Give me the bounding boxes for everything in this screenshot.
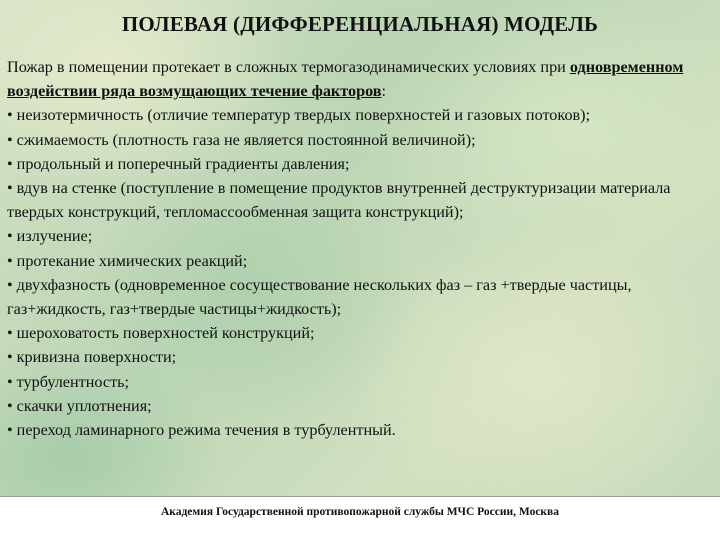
list-item-text: шероховатость поверхностей конструкций;: [16, 324, 315, 343]
intro-paragraph: [7, 55, 714, 103]
list-item: [7, 176, 714, 224]
bullet-icon: •: [7, 179, 13, 198]
bullet-icon: •: [7, 106, 13, 125]
list-item-text: турбулентность;: [16, 372, 130, 391]
list-item: [7, 394, 714, 418]
list-item: [7, 249, 714, 273]
list-item: [7, 273, 714, 321]
list-item: [7, 418, 714, 442]
bullet-icon: •: [7, 421, 13, 440]
list-item-text: излучение;: [16, 227, 93, 246]
list-item: [7, 128, 714, 152]
list-item-text: продольный и поперечный градиенты давления;: [16, 154, 350, 173]
list-item: [7, 152, 714, 176]
list-item-text: сжимаемость (плотность газа не является постоянной величиной);: [16, 130, 476, 149]
bullet-icon: •: [7, 275, 13, 294]
list-item: [7, 103, 714, 127]
bullet-icon: •: [7, 227, 13, 246]
slide-body: [7, 55, 714, 442]
list-item: [7, 345, 714, 369]
footer-text: Академия Государственной противопожарной службы МЧС России, Москва: [160, 506, 560, 518]
factor-list: [7, 103, 714, 442]
bullet-icon: •: [7, 396, 13, 415]
bullet-icon: •: [7, 372, 13, 391]
list-item-text: двухфазность (одновременное сосуществование нескольких фаз – газ +твердые частицы, газ+жидкость, газ+твердые частицы+жидкость);: [7, 275, 632, 319]
bullet-icon: •: [7, 251, 13, 270]
bullet-icon: •: [7, 348, 13, 367]
bullet-icon: •: [7, 324, 13, 343]
list-item-text: скачки уплотнения;: [16, 396, 152, 415]
list-item-text: протекание химических реакций;: [16, 251, 248, 270]
footer-bar: [0, 496, 720, 540]
bullet-icon: •: [7, 130, 13, 149]
list-item: [7, 370, 714, 394]
list-item: [7, 321, 714, 345]
list-item-text: переход ламинарного режима течения в турбулентный.: [16, 421, 396, 440]
intro-tail: :: [381, 82, 387, 101]
intro-emphasis: одновременном воздействии ряда возмущающих течение факторов: [7, 58, 684, 101]
bullet-icon: •: [7, 154, 13, 173]
intro-lead: Пожар в помещении протекает в сложных термогазодинамических условиях при: [7, 58, 570, 76]
list-item: [7, 224, 714, 248]
list-item-text: кривизна поверхности;: [16, 348, 177, 367]
list-item-text: неизотермичность (отличие температур твердых поверхностей и газовых потоков);: [16, 106, 591, 125]
slide-title: ПОЛЕВАЯ (ДИФФЕРЕНЦИАЛЬНАЯ) МОДЕЛЬ: [121, 12, 599, 36]
list-item-text: вдув на стенке (поступление в помещение продуктов внутренней деструктуризации материала твердых конструкций, тепломассообменная защита конструкций);: [7, 179, 671, 222]
